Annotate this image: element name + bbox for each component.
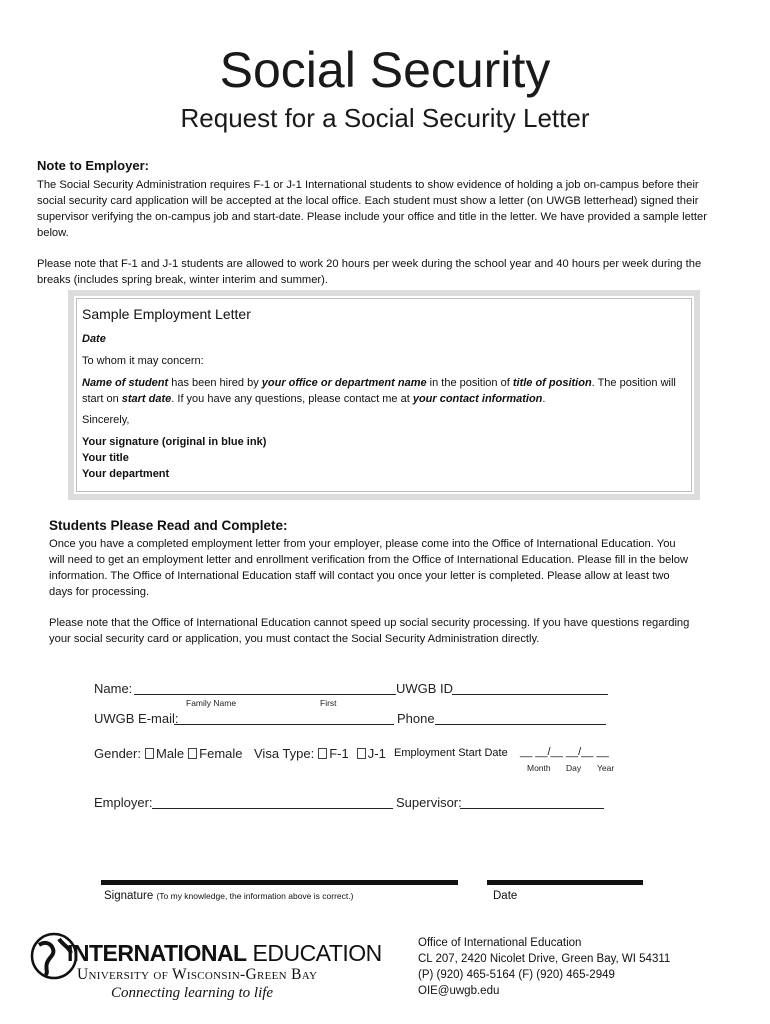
- sample-letter-body-line-2: start on start date. If you have any questions, please contact me at your contact information.: [82, 393, 546, 405]
- logo-tagline: Connecting learning to life: [111, 985, 274, 1001]
- date-label: Date: [493, 890, 518, 902]
- sample-letter-closing: Sincerely,: [82, 414, 130, 426]
- students-paragraph-2: Please note that the Office of International Education cannot speed up social security processing. If you have questions regarding your social security card or application, you must contact the Social Security Administration directly.: [49, 617, 690, 645]
- first-name-hint: First: [320, 698, 337, 708]
- year-hint: Year: [597, 763, 615, 773]
- office-address: CL 207, 2420 Nicolet Drive, Green Bay, WI 54311: [418, 953, 671, 965]
- uwgb-id-field[interactable]: [452, 682, 608, 695]
- students-heading: Students Please Read and Complete:: [49, 518, 288, 533]
- sample-letter-signature: Your signature (original in blue ink): [82, 436, 267, 448]
- sample-letter-greeting: To whom it may concern:: [82, 355, 204, 367]
- sample-letter-box: [68, 290, 700, 500]
- sample-letter-title-line: Your title: [82, 452, 129, 464]
- office-name: Office of International Education: [418, 937, 582, 949]
- f1-checkbox[interactable]: [318, 748, 327, 759]
- logo-wordmark: INTERNATIONAL EDUCATION: [67, 940, 382, 966]
- oie-logo: [25, 927, 382, 1005]
- uwgb-id-label: UWGB ID: [396, 681, 454, 696]
- male-checkbox[interactable]: [145, 748, 154, 759]
- sample-letter-department: Your department: [82, 468, 170, 480]
- phone-label: Phone: [397, 711, 435, 726]
- signature-label: Signature (To my knowledge, the information above is correct.): [104, 890, 354, 902]
- supervisor-field[interactable]: [460, 796, 604, 809]
- supervisor-label: Supervisor:: [396, 795, 462, 810]
- j1-checkbox[interactable]: [357, 748, 366, 759]
- start-date-label: Employment Start Date: [394, 747, 508, 759]
- sample-letter-date: Date: [82, 333, 106, 345]
- office-email[interactable]: OIE@uwgb.edu: [418, 985, 500, 997]
- name-field[interactable]: [134, 682, 396, 695]
- employer-note-heading: Note to Employer:: [37, 158, 149, 173]
- page-subtitle: Request for a Social Security Letter: [180, 103, 590, 133]
- contact-block: [418, 935, 670, 999]
- female-checkbox[interactable]: [188, 748, 197, 759]
- logo-university: University of Wisconsin-Green Bay: [77, 966, 318, 983]
- sample-letter-body-line-1: Name of student has been hired by your office or department name in the position of title of position. The position will: [82, 377, 676, 389]
- email-label: UWGB E-mail:: [94, 711, 179, 726]
- sample-letter-title: Sample Employment Letter: [82, 306, 251, 322]
- name-label: Name:: [94, 681, 133, 696]
- start-date-field[interactable]: __ __/__ __/__ __: [520, 746, 609, 758]
- date-line[interactable]: [487, 880, 643, 885]
- signature-line[interactable]: [101, 880, 458, 885]
- employer-note-paragraph-1: The Social Security Administration requires F-1 or J-1 International students to show evidence of holding a job on-campus before their social security card application will be accepted at the local office. Each student must show a letter (on UWGB letterhead) signed their supervisor verifying the on-campus job and start-date. Please include your office and title in the letter. We have provided a sample letter below.: [37, 179, 707, 239]
- gender-row: Gender: Male Female: [94, 746, 243, 761]
- employer-field[interactable]: [152, 796, 393, 809]
- month-hint: Month: [527, 763, 551, 773]
- day-hint: Day: [566, 763, 582, 773]
- employer-note-paragraph-2: Please note that F-1 and J-1 students are allowed to work 20 hours per week during the school year and 40 hours per week during the breaks (includes spring break, winter interim and summer).: [37, 258, 702, 286]
- page-title: Social Security: [219, 42, 551, 98]
- employer-label: Employer:: [94, 795, 153, 810]
- office-phone: (P) (920) 465-5164 (F) (920) 465-2949: [418, 969, 615, 981]
- family-name-hint: Family Name: [186, 698, 237, 708]
- email-field[interactable]: [174, 712, 394, 725]
- visa-row: Visa Type: F-1 J-1: [254, 746, 386, 761]
- phone-field[interactable]: [435, 712, 606, 725]
- students-paragraph-1: Once you have a completed employment letter from your employer, please come into the Office of International Education. You will need to get an employment letter and enrollment verification from the Office of International Education. Please fill in the below information. The Office of International Education staff will contact you once your letter is completed. Please allow at least two days for processing.: [49, 538, 689, 598]
